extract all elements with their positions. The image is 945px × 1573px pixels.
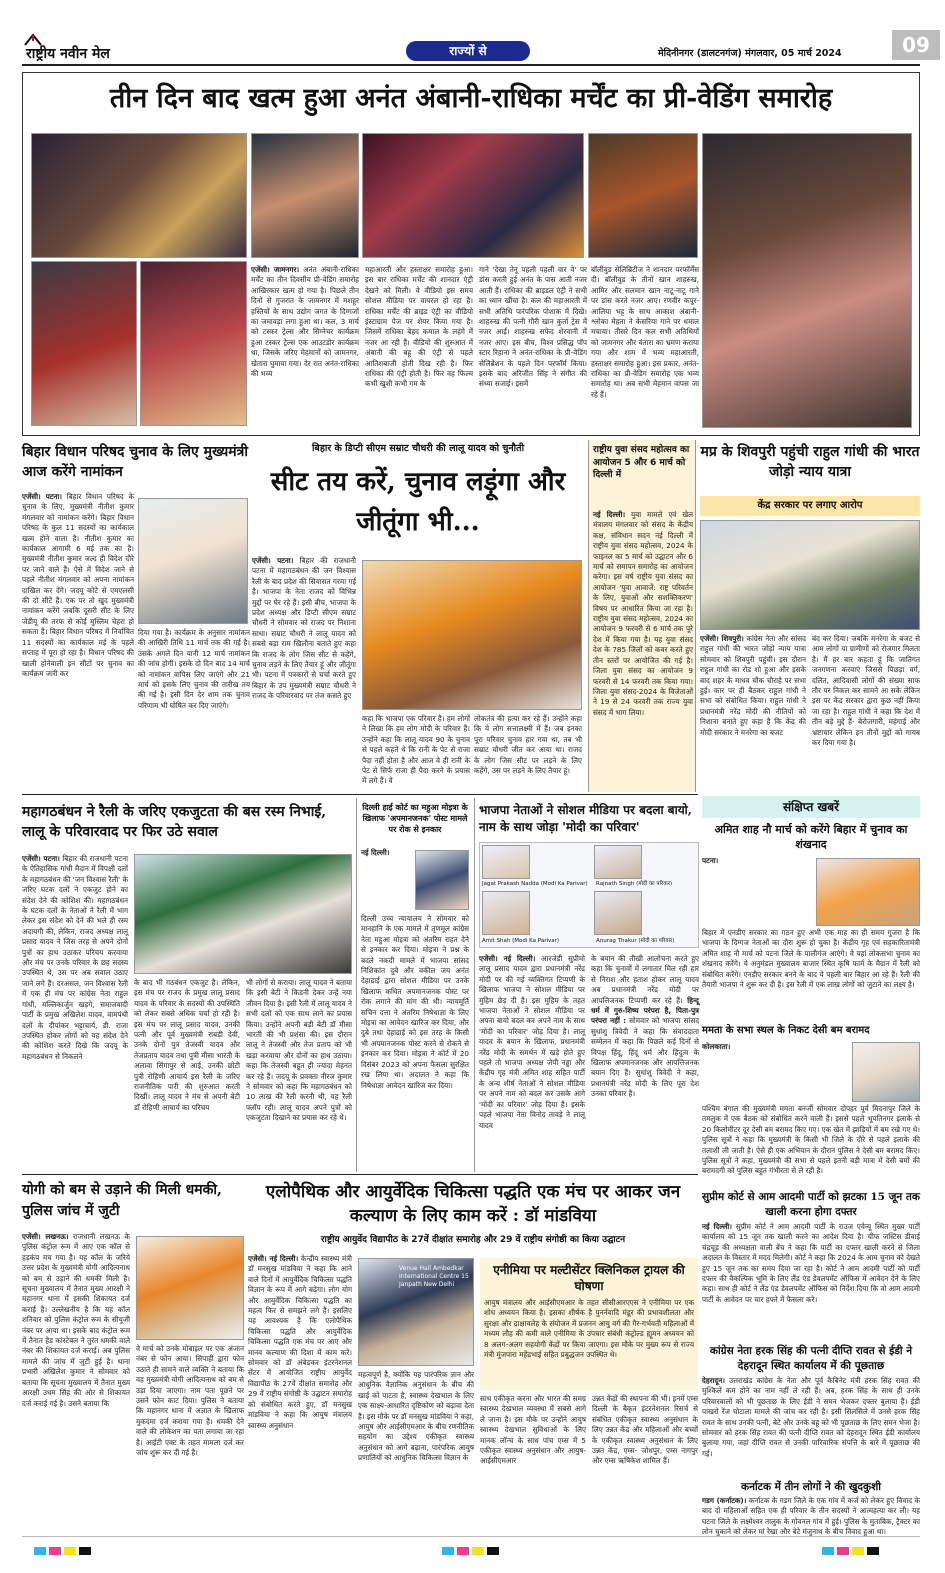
mandaviya-column-3: साथ एकीकृत करना और भारत की समग्र स्वास्थ्य देखभाल व्यवस्था में सबसे आगे ले जाना है। इस मौके पर उन्होंने आयुष स्वास्थ्य देखभाल सुविधाओं के लिए मानक लॉन्च के साथ पांच एम्स में 5 एकीकृत स्वास्थ्य अनुसंधान और आयुष-आईसीएमआर <box>480 1394 586 1466</box>
mandaviya-column-2: महत्वपूर्ण है, क्योंकि यह पारंपरिक ज्ञान और आधुनिक वैज्ञानिक अनुसंधान के बीच की खाई को पाटता है, स्वास्थ्य देखभाल के लिए एक साक्ष्य-आधारित दृष्टिकोण को बढ़ावा देता है। इस मौके पर डॉ मनसुख मांडविया ने कहा, आयुष और आईसीएमआर के बीच रणनीतिक सहयोग का उद्देश्य एकीकृत स्वास्थ्य अनुसंधान को आगे बढ़ाना, पारंपरिक आयुष प्रणालियों को आधुनिक चिकित्सा विज्ञान के <box>358 1370 475 1463</box>
registration-swatch <box>822 1547 834 1555</box>
bihar-mlc-text-1 <box>22 492 134 790</box>
lead-photo-6 <box>588 133 698 258</box>
mahagath-photo <box>134 854 352 974</box>
bihar-mlc-text-2: दिया गया है। कार्यक्रम के अनुसार नामांकन की आखिरी तिथि 11 मार्च तक की गई है। उसके अगले दिन यानी 12 मार्च नामांकन की जांच होगी। इसके दो दिन बाद 14 मार्च को नामांकन वापिस लिए जाएंगे और 21 मार्च को इसके लिए चुनाव की तारीख तय की गई है। इसी दिन देर शाम तक चुनाव परिणाम भी घोषित कर दिए जाएंगे। <box>138 628 250 710</box>
mahagath-headline: महागठबंधन ने रैली के जरिए एकजुटता की बस रस्म निभाई, लालू के परिवारवाद पर फिर उठे सवाल <box>22 804 327 840</box>
thakur-label: Anurag Thakur (मोदी का परिवार) <box>596 938 675 944</box>
brief-body-3: सुप्रीम कोर्ट ने आम आदमी पार्टी के राउज एवेन्यू स्थित मुख्य पार्टी कार्यालय को 15 जून तक खाली करने का आदेश दिया है। चीफ जस्टिस डीवाई चंद्रचूड़ की अध्यक्षता वाली बेंच ने कहा कि पार्टी का दफ्तर खाली करने से जिला अदालत के विस्तार में मदद मिलेगी। कोर्ट ने कहा कि 2024 के आम चुनाव को देखते हुए 15 जून तक का समय दिया जा रहा है। कोर्ट ने आम आदमी पार्टी को पार्टी दफ्तर की वैकल्पिक भूमि के लिए लैंड एंड डेवलपमेंट ऑफिस में आवेदन देने के लिए कहा। साथ ही कोर्ट ने लैंड एंड डेवलपमेंट ऑफिस को निर्देश दिया कि वो आम आदमी पार्टी के आवेदन पर चार हफ्ते में फैसला करे। <box>702 1222 920 1304</box>
lead-photo-1 <box>31 133 247 258</box>
bihar-mlc-dateline: एजेंसी। पटना। <box>22 492 62 501</box>
brief-dateline-1: पटना। <box>702 856 719 865</box>
chaudhary-column-3: लोकतंत्र की हत्या कर रहे हैं। उन्होंने कहा कि ये लोग सत्तालक्ष्मी में हैं। जब इनका पूरा परिवार चुनाव हार गया था, तब भी सम्राट चौधरी जीत कर आया था। राजद के लोग जिस सीट पर लड़ने के लिए कहेंगे, उस पर लड़ने के लिए तैयार हूं। <box>474 714 582 776</box>
registration-bar <box>22 1536 920 1548</box>
lead-dateline: एजेंसी। जामनगर। <box>251 265 300 274</box>
brief-body-5: कर्नाटक के गडग जिले के एक गांव में कर्ज को लेकर हुए विवाद के बाद दो महिलाओं सहित एक ही परिवार के तीन सदस्यों ने आत्महत्या कर ली। यह घटना जिले के लक्ष्मेश्वर तालुक के गोवनल गांव में हुई। पुलिस के मुताबिक, ट्रैक्टर का लोन चुकाने को लेकर मां रेखा और बेटे मंजुनाथ के बीच विवाद हुआ था। <box>702 1496 920 1537</box>
brief-body-4: उत्तराखंड कांग्रेस के नेता और पूर्व कैबिनेट मंत्री हरक सिंह रावत की मुश्किलें कम होने का नाम नहीं ले रही हैं। अब, हरक सिंह के साथ ही उनके परिवारवालों को भी पूछताछ के लिए ईडी ने समन भेजकर दफ्तर बुलाया है। ईडी पाखरो रेंज घोटाला मामले की जांच कर रही है। इसी सिलसिले में उनसे हरक सिंह रावत के साथ उनकी पत्नी, बेटे और उनके बहू को भी पूछताछ के लिए समन भेजा है। सोमवार को हरक सिंह रावत की पत्नी दीप्ति रावत को देहरादून स्थित ईडी कार्यालय बुलाया गया, जहां दीप्ति रावत से उनकी पारिवारिक संपत्ति के बारे में पूछताछ की गई। <box>702 1376 920 1458</box>
mahagath-story <box>22 798 352 1172</box>
rahul-text-1: कांग्रेस नेता और सांसद राहुल गांधी की भारत जोड़ो न्याय यात्रा सोमवार को शिवपुरी पहुंची। इस दौरान राहुल गांधी का रोड शो हुआ और इसके बाद शहर के माधव चौक चौराहे पर सभा हुई। कार पर ही बैठकर राहुल गांधी ने सभा को संबोधित किया। राहुल गांधी ने प्रधानमंत्री नरेंद्र मोदी की नीतियों को निशाना बनाते हुए कहा है कि केंद्र की मोदी सरकार ने मनरेगा का बजट <box>700 634 806 737</box>
chaudhary-text-1: बिहार की राजधानी पटना में महागठबंधन की जन विश्वास रैली के बाद प्रदेश की सियासत गरमा गई है। भाजपा के नेता राजद को विभिन्न मुद्दों पर घेर रहे हैं। इसी बीच, भाजपा के प्रदेश अध्यक्ष और डिप्टी सीएम सम्राट चौधरी ने सोमवार को राजद पर निशाना साधा। सम्राट चौधरी ने लालू यादव को सबसे बड़ा राम खिलौना बताते हुए कहा कि राजद के लोग जिस सीट से कहेंगे, चुनाव लड़ने के लिए तैयार हूं और जीतूंगा भी। पटना में पत्रकारों से चर्चा करते हुए बिहार के उप मुख्यमंत्री सम्राट चौधरी ने राजद के परिवारवाद पर तंज कसते हुए <box>252 556 356 701</box>
lead-headline: तीन दिन बाद खत्म हुआ अनंत अंबानी-राधिका मर्चेंट का प्री-वेडिंग समारोह <box>109 83 833 114</box>
shah-brief-photo <box>816 858 920 926</box>
modi-parivar-column-1 <box>479 954 585 1170</box>
chaudhary-photo <box>362 560 582 710</box>
mahagath-column-3: भी लोगों से कराया। लालू यादव ने बताया कि इसी बेटी ने किडनी देकर उन्हें नया जीवन दिया है। इसी रैली में लालू यादव ने सभी दलों को एक साथ लाने का प्रयास किया। उन्होंने अपनी बड़ी बेटी डॉ मीसा भारती की भी प्रशंसा की। इस दौरान लालू ने तेजस्वी और तेज प्रताप को भी खड़ा करवाया और दोनों का हाथ उठाया। कहा कि तेजस्वी बहुत ही ज्यादा मेहनत कर रहे हैं। जदयू के प्रवक्ता नीरज कुमार ने सोमवार को कहा कि महागठबंधन को 10 लाख की रैली करनी थी, यह रैली फ्लॉप रही। लालू यादव अपने पुत्रों को एकजुटता दिखाने का प्रयास कर रहे थे। <box>246 978 352 1123</box>
modi-parivar-column-2 <box>591 954 699 1170</box>
rajnath-label: Rajnath Singh (मोदी का परिवार) <box>596 881 673 887</box>
anemia-box <box>480 1258 698 1390</box>
registration-swatch <box>472 1547 484 1555</box>
mahua-dateline: नई दिल्ली। <box>361 848 390 857</box>
registration-marks-right <box>822 1540 882 1559</box>
brief-dateline-5: गडग (कर्नाटक)। <box>702 1496 747 1505</box>
chaudhary-story <box>252 440 584 792</box>
registration-marks-left <box>34 1540 94 1559</box>
lead-story <box>22 72 920 436</box>
youth-parliament-story <box>588 440 696 792</box>
brief-dateline-3: नई दिल्ली। <box>702 1222 732 1231</box>
yogi-story <box>22 1178 244 1530</box>
mandaviya-story <box>248 1178 698 1530</box>
brief-news <box>702 796 920 1537</box>
modi-parivar-story <box>474 798 698 1172</box>
registration-swatch <box>64 1547 76 1555</box>
bihar-mlc-story <box>22 440 250 792</box>
registration-swatch <box>34 1547 46 1555</box>
modi-parivar-collage <box>479 842 699 948</box>
yogi-dateline: एजेंसी। लखनऊ। <box>22 1232 69 1241</box>
modi-parivar-subhead: हिन्दू धर्म में गुरु-शिष्य परंपरा है, पिता-पुत्र परंपरा नहीं : <box>591 995 699 1026</box>
rahul-headline: मप्र के शिवपुरी पहुंची राहुल गांधी की भारत जोड़ो न्याय यात्रा <box>700 444 920 480</box>
yogi-photo <box>136 1236 244 1340</box>
yogi-headline: योगी को बम से उड़ाने की मिली धमकी, पुलिस जांच में जुटी <box>22 1182 222 1219</box>
bihar-mlc-body: बिहार विधान परिषद के चुनाव के लिए, मुख्यमंत्री नीतीश कुमार मंगलवार को नामांकन करेंगे। बिहार विधान परिषद के कुल 11 सदस्यों का कार्यकाल खत्म होने वाला है। नीतीश कुमार का कार्यकाल आगामी 6 मई तक का है। मुख्यमंत्री नीतीश कुमार जल्द ही विदेश दौरे पर जाने वाले हैं। ऐसे में विदेश जाने से पहले नीतीश मंगलवार को अपना नामांकन दाखिल कर देंगे। जदयू कोटे से एमएलसी की दो सीटें हैं। एक पर तो खुद मुख्यमंत्री नामांकन करेंगे जबकि दूसरी सीट के लिए जेडीयू की तरफ से कोई मुस्लिम चेहरा हो सकता है। बिहार विधान परिषद में निर्वाचित 11 सदस्यों का कार्यकाल मई के पहले सप्ताह में पूरा हो रहा है। विधान परिषद की खाली होनेवाली इन सीटों पर चुनाव का कार्यक्रम जारी कर <box>22 492 134 678</box>
registration-swatch <box>457 1547 469 1555</box>
registration-swatch <box>837 1547 849 1555</box>
nadda-label: Jagat Prakash Nadda (Modi Ka Parivar) <box>482 881 588 887</box>
modi-parivar-headline: भाजपा नेताओं ने सोशल मीडिया पर बदला बायो, नाम के साथ जोड़ा 'मोदी का परिवार' <box>479 803 692 834</box>
mandaviya-subhead: राष्ट्रीय आयुर्वेद विद्यापीठ के 27वें दीक्षांत समारोह और 29 वें राष्ट्रीय संगोष्ठी का किया उद्घाटन <box>320 1235 626 1245</box>
issue-dateline: मेदिनीनगर (डालटनगंज) मंगलवार, 05 मार्च 2024 <box>658 48 842 59</box>
lead-column-1 <box>251 265 359 427</box>
modi-parivar-text-1: आरजेडी सुप्रीमो लालू प्रसाद यादव द्वारा प्रधानमंत्री नरेंद्र मोदी पर की गई व्यक्तिगत टिप्पणी के खिलाफ भाजपा ने सोशल मीडिया पर मुहिम छेड़ दी है। इस मुहिम के तहत भाजपा नेताओं ने सोशल मीडिया पर अपना बायो बदल कर अपने नाम के साथ 'मोदी का परिवार' जोड़ दिया है। लालू यादव के बयान के खिलाफ, प्रधानमंत्री नरेंद्र मोदी के समर्थन में खड़े होते हुए पहले तो भाजपा अध्यक्ष जेपी नड्डा और केंद्रीय गृह मंत्री अमित शाह सहित पार्टी के अन्य शीर्ष नेताओं ने सोशल मीडिया पर अपने नाम को बदल कर उसके आगे 'मोदी का परिवार' जोड़ दिया है। इसके पहले भाजपा नेता विनोद तावड़े ने लालू यादव <box>479 954 585 1130</box>
mandaviya-photo <box>358 1258 474 1366</box>
brief-headline-3: सुप्रीम कोर्ट से आम आदमी पार्टी को झटका 15 जून तक खाली करना होगा दफ्तर <box>702 1191 920 1218</box>
modi-parivar-dateline: एजेंसी। नई दिल्ली। <box>479 954 536 963</box>
registration-swatch <box>49 1547 61 1555</box>
nitish-photo <box>138 498 248 624</box>
brief-text-1: बिहार में एनडीए सरकार का गठन हुए अभी एक माह का ही समय गुजरा है कि भाजपा के दिग्गज नेताओं का दौरा शुरू हो चुका है। केंद्रीय गृह एवं सहकारितामंत्री अमित शाह नौ मार्च को पटना जिले के पालीगंज आएंगे। वे यहां लोकसभा चुनाव का शंखनाद करेंगे। ये अनुमंडल मुख्यालय बाजार स्थित कृषि फार्म के मैदान में रैली को संबोधित करेंगे। एनडीए सरकार बनने के बाद ये पहली बार बिहार आ रहे हैं। रैली की तैयारी भाजपा ने शुरू कर दी है। इस रैली में एक लाख लोगों को जुटाने का लक्ष्य है। <box>702 928 920 990</box>
brief-headline-2: ममता के सभा स्थल के निकट देसी बम बरामद <box>702 1025 870 1036</box>
lead-column-4: बॉलीवुड सेलिब्रिटीज ने शानदार परफॉर्मेंस दी। बॉलीवुड के तीनों खान शाहरुख, आमिर और सलमान खान नाटू-नाटू गाने पर डांस करते नजर आए। रणवीर कपूर-आलिया भट्ट के साथ आकाश अंबानी-श्लोका मेहता ने केसरिया गाने पर धमाल मचाया। तीसरे दिन कल सभी अतिथियों को जामनगर और वंतारा का भ्रमण कराया गया और शाम में भव्य महाआरती, हस्ताक्षर समारोह हुआ। इस प्रकार, अनंत-राधिका का प्री-वेडिंग समारोह एक भव्य समारोह था। अब सभी मेहमान वापस जा रहे हैं। <box>591 265 699 399</box>
lead-photo-4 <box>251 133 359 258</box>
brief-dateline-2: कोलकाता। <box>702 1042 731 1051</box>
chaudhary-column-2: कहा कि भाजपा एक परिवार है। हम लोगों ने लिखा कि हम लोग मोदी के परिवार हैं। उन्होंने कहा कि लालू यादव 90 के चुनाव से पहले कहते थे कि रानी के पेट से राजा पैदा नहीं होता है और आज वे ही रानी के पेट से सिर्फ राजा ही पैदा करने के प्रयास में लगे हैं। वे <box>362 714 470 786</box>
registration-swatch <box>867 1547 879 1555</box>
shah-label: Amit Shah (Modi Ka Parivar) <box>482 938 560 944</box>
mid-rule-1 <box>22 794 698 795</box>
yogi-column-2: वे मार्च को उनके मोबाइल पर एक अंजान नंबर से फोन आया। सिपाही द्वारा फोन उठाते ही सामने वाले व्यक्ति ने बताया कि वह मुख्यमंत्री योगी आदित्यनाथ को बम से उड़ा दिया जाएगा। नाम पता पूछने पर उसने फोन काट दिया। पुलिस ने बताया कि महानगर थाना में अज्ञात के खिलाफ मुकदमा दर्ज कराया गया है। धमकी देने वाले की लोकेशन का पता लगाया जा रहा है। आईटी एक्ट के तहत मामला दर्ज कर जांच शुरू कर दी गई है। <box>136 1344 244 1458</box>
brief-text-4 <box>702 1376 920 1478</box>
rahul-story <box>700 440 920 792</box>
mid-rule-2 <box>22 1174 698 1175</box>
mandaviya-column-4: उन्नत केंद्रों की स्थापना की भी। इनमें एम्स दिल्ली के बैकृत इंटरनेशनल रिसर्च से संबंधित एकीकृत स्वास्थ्य अनुसंधान के लिए उन्नत केंद्र और महिलाओं और बच्चों के एकीकृत स्वास्थ्य अनुसंधान के लिए उन्नत केंद्र, एम्स- जोधपुर, एम्स नागपुर और एम्स ऋषिकेश शामिल हैं। <box>592 1394 698 1466</box>
mahagath-text-1: बिहार की राजधानी पटना के ऐतिहासिक गांधी मैदान में विपक्षी दलों के महागठबंधन की 'जन विश्वास रैली' के जरिए घटक दलों ने एकजुट होने का संदेश देने की कोशिश की। महागठबंधन के घटक दलों के नेताओं ने रैली में भाग लेकर इस संदेश को देने की भले ही रस्म अदायगी की, लेकिन, राजद अध्यक्ष लालू प्रसाद यादव ने जिस तरह से अपने दोनों पुत्रों का हाथ उठाकर परिचय करवाया और मंच पर उनके परिवार के छह सदस्य उपस्थित थे, उस पर अब सवाल उठाए जाने लगे हैं। दरअसल, जन विश्वास रैली में एक ही मंच पर कांग्रेस नेता राहुल गांधी, मल्लिकार्जुन खड़गे, समाजवादी पार्टी के प्रमुख अखिलेश यादव, वामपंथी दलों के दीपांकर भट्टाचार्य, डी. राजा उपस्थित होकर लोगों को यह संदेश देने की कोशिश करते दिखे कि जदयू के महागठबंधन से निकलने <box>22 854 128 1061</box>
mamata-photo <box>852 1042 920 1102</box>
brief-headline-1: अमित शाह नौ मार्च को करेंगे बिहार में चुनाव का शंखनाद <box>714 823 908 851</box>
anemia-text: आयुष मंत्रालय और आईसीएमआर के तहत सीसीआरएएस ने एनीमिया पर एक शोध अध्ययन किया है। इसका शीर्षक है पुनर्नवादि मंडूर की प्रभावशीलता और सुरक्षा और द्राक्षावलेह के संयोजन में प्रजनन आयु वर्ग की गैर-गर्भवती महिलाओं में मध्यम लौह की कमी वाले एनीमिया के उपचार संबंधी कंट्रोल्ड ह्यूमन अध्ययन को 8 अलग-अलग सहयोगी केंद्रों पर किया जाएगा। इस मौके पर मुख्य रूप से राज्य मंत्री मुंजपारा महेंद्रभाई सहित प्रबुद्धजन उपस्थित थे। <box>484 1298 694 1360</box>
brief-text-5 <box>702 1496 920 1537</box>
brief-text-3 <box>702 1222 920 1342</box>
lead-photo-7 <box>702 133 912 428</box>
mandaviya-photo-caption: Venue Hall Ambedkar International Centre 15 Janpath New Delhi <box>399 1265 469 1288</box>
modi-parivar-text-2: के बयान की तीखी आलोचना करते हुए कहा कि चुनावों में लगातार मिल रही हार से निराश और हताश होकर लालू यादव अब प्रधानमंत्री नरेंद्र मोदी पर आपत्तिजनक टिप्पणी कर रहे हैं। <box>591 954 699 1005</box>
youth-headline: राष्ट्रीय युवा संसद महोत्सव का आयोजन 5 और 6 मार्च को दिल्ली में <box>593 445 690 480</box>
chaudhary-dateline: एजेंसी। पटना। <box>252 556 294 565</box>
chaudhary-headline: सीट तय करें, चुनाव लड़ूंगा और जीतूंगा भी... <box>270 467 566 537</box>
mahua-headline: दिल्ली हाई कोर्ट का महुआ मोइत्रा के खिलाफ 'अपमानजनक' पोस्ट मामले पर रोक से इनकार <box>362 803 468 834</box>
rahul-column-2: बंद कर दिया। जबकि मनरेगा के बजट से आम लोगों या ग्रामीणों को रोजगार मिलता है। मैं हर बार कहता हूं कि जातिगत जनगणना करवाएं जिससे पिछड़ा वर्ग, दलित, आदिवासी लोगों की संख्या साफ तौर पर निकल कर सामने आ सके लेकिन इस पर केंद्र सरकार द्वारा कुछ नहीं किया जा रहा है। राहुल गांधी ने कहा कि देश में तीन बड़े मुद्दे हैं- बेरोजगारी, महंगाई और भ्रष्टाचार लेकिन इन तीनों मुद्दों को गायब कर दिया गया है। <box>812 634 920 748</box>
lead-column-3: गाने 'देखा तेनू पहली पहली वार वे' पर डांस करती हुई अनंत के पास आती नजर आती हैं। राधिका की ब्राइडल एंट्री ने सभी का ध्यान खींचा है। कल की महाआरती में सभी अतिथि पारंपरिक पोशाक में दिखे। शाहरुख की पत्नी गौरी खान कुर्ता ट्रेस में नजर आईं। शाहरुख सफेद शेरवानी में नजर आए। इस बीच, विश्व प्रसिद्ध पॉप स्टार रिहाना ने अनंत-राधिका के प्री-वेडिंग सेलिब्रेशन के पहले दिन परफॉर्म किया। इसके बाद अरिजीत सिंह ने संगीत की संध्या सजाई। इसमें <box>479 265 587 389</box>
yogi-text-1: राजधानी लखनऊ के पुलिस कंट्रोल रूम में आए एक कॉल से हड़कंप मच गया है। यह कॉल के जरिये उत्तर प्रदेश के मुख्यमंत्री योगी आदित्यनाथ को बम से उड़ाने की धमकी मिली है। सूचना मुख्यालय में तैनात मुख्य आरक्षी ने महानगर थाना में इसकी शिकायत दर्ज कराई है। उल्लेखनीय है कि यह कॉल शनिवार को पुलिस कंट्रोल रूम के सीयूजी नंबर पर आया था। इसके बाद कंट्रोल रूम में तैनात हेड कांस्टेबल ने तुरंत धमकी वाले नंबर की शिकायत दर्ज कराई। अब पुलिस मामले की जांच में जुटी हुई है। थाना प्रभारी अखिलेश कुमार ने सोमवार को बताया कि सूचना मुख्यालय में तैनात मुख्य आरक्षी उधम सिंह की ओर से शिकायत दर्ज कराई गई है। उसने बताया कि <box>22 1232 130 1408</box>
rahul-photo <box>700 520 920 630</box>
registration-swatch <box>79 1547 91 1555</box>
lead-text-1: अनंत अंबानी-राधिका मर्चेंट का तीन दिवसीय प्री-वेडिंग समारोह आखिरकार खत्म हो गया है। पिछले तीन दिनों से गुजरात के जामनगर में मशहूर हस्तियों के साथ उद्योग जगत के दिग्गजों का जमावड़ा लगा हुआ था। कल, 3 मार्च को टस्कर ट्रेल्स और सिग्नेचर कार्यक्रम हुआ टस्कर ट्रेल्स एक आउटडोर कार्यक्रम था, जिसके जरिए मेहमानों को जामनगर, खेतारा घुमाया गया। देर रात अनंत-राधिका की भव्य <box>251 265 359 379</box>
shah-photo <box>482 891 530 935</box>
lead-photo-5 <box>362 133 584 258</box>
registration-swatch <box>442 1547 454 1555</box>
masthead-rule <box>22 64 920 66</box>
rahul-column-1 <box>700 634 806 790</box>
rahul-dateline: एजेंसी। शिवपुरी। <box>700 634 744 643</box>
rahul-subhead: केंद्र सरकार पर लगाए आरोप <box>700 496 920 516</box>
mahagath-dateline: एजेंसी। पटना। <box>22 854 60 863</box>
mahua-body-top <box>361 848 413 912</box>
lead-column-2: महाआरती और हस्ताक्षर समारोह हुआ। इस बार राधिका मर्चेंट की शानदार एंट्री देखने को मिली। वे वीडियो इस समय सोशल मीडिया पर वायरल हो रहा है। राधिका मर्चेंट की ब्राइड एंट्री का वीडियो इंस्टाग्राम पेज पर शेयर किया गया है। जिसमें राधिका बेहद कमाल के लहंगे में नजर आ रही हैं। वीडियो की शुरुआत में अंबानी की बहू की एंट्री से पहले आतिशबाजी होती दिख रही है। फिर राधिका की एंट्री होती है। फिर वह फिल्म कभी खुशी कभी गम के <box>365 265 473 389</box>
brief-headline-5: कर्नाटक में तीन लोगों ने की खुदकुशी <box>741 1481 881 1493</box>
section-label: राज्यों से <box>406 41 530 61</box>
nadda-photo <box>482 845 530 879</box>
brief-headline-4: कांग्रेस नेता हरक सिंह की पत्नी दीप्ति रावत से ईडी ने देहरादून स्थित कार्यालय में की पूछताछ <box>709 1345 913 1372</box>
chaudhary-column-1 <box>252 556 356 790</box>
mahagath-column-1 <box>22 854 128 1170</box>
registration-swatch <box>852 1547 864 1555</box>
paper-name: राष्ट्रीय नवीन मेल <box>26 46 110 62</box>
registration-marks-center <box>442 1540 502 1559</box>
mandaviya-dateline: एजेंसी। नई दिल्ली। <box>248 1254 299 1263</box>
lead-photo-3 <box>140 261 247 426</box>
bihar-mlc-headline: बिहार विधान परिषद चुनाव के लिए मुख्यमंत्री आज करेंगे नामांकन <box>22 444 248 480</box>
mahua-story <box>356 798 470 1172</box>
brief-dateline-4: देहरादून। <box>702 1376 725 1385</box>
mandaviya-column-1 <box>248 1254 352 1528</box>
yogi-column-1 <box>22 1232 130 1528</box>
chaudhary-kicker: बिहार के डिप्टी सीएम सम्राट चौधरी की लालू यादव को चुनौती <box>311 443 525 454</box>
page-number: 09 <box>892 30 940 60</box>
rajnath-photo <box>594 845 642 879</box>
mahua-photo <box>415 850 469 910</box>
brief-text-1a <box>702 856 812 926</box>
mahua-text: दिल्ली उच्च न्यायालय ने सोमवार को मानहानि के एक मामले में तृणमूल कांग्रेस नेता महुआ मोइत्रा को अंतरिम राहत देने से इनकार कर दिया। मोइत्रा ने प्रश्न के बदले नकदी मामले में भाजपा सांसद निशिकांत दुबे और वकील जय अनंत देहाद्राई द्वारा सोशल मीडिया पर उनके खिलाफ कथित अपमानजनक पोस्ट पर रोक लगाने की मांग की थी। न्यायमूर्ति सचिन दत्ता ने अंतरिम निषेधाज्ञा के लिए मोइत्रा का आवेदन खारिज कर दिया, और दुबे तथा देहाद्राई को इस तरह के किसी भी अपमानजनक पोस्ट करने से रोकने से इनकार कर दिया। मोइत्रा ने कोर्ट में 20 दिसंबर 2023 को अपना फैसला सुरक्षित रख लिया था। अदालत ने कहा कि निषेधाज्ञा आवेदन खारिज कर दिया। <box>361 914 469 1090</box>
youth-body <box>593 510 693 788</box>
thakur-photo <box>594 891 642 935</box>
youth-text: युवा मामले एवं खेल मंत्रालय मंगलवार को संसद के केंद्रीय कक्ष, संविधान सदन नई दिल्ली में राष्ट्रीय युवा संसद महोत्सव, 2024 के फाइनल का 5 मार्च को उद्घाटन और 6 मार्च को समापन समारोह का आयोजन करेगा। इस वर्ष राष्ट्रीय युवा संसद का आयोजन 'युवा आवाजें: राष्ट्र परिवर्तन के लिए, युवाओं और सशक्तिकरण' विषय पर आधारित किया जा रहा है। राष्ट्रीय युवा संसद महोत्सव, 2024 का आयोजन 9 फरवरी से 6 मार्च तक पूरे देश में किया गया है। यह युवा संसद देश के 785 जिलों को कवर करते हुए तीन स्तरों पर आयोजित की गई है। जिला युवा संसद का आयोजन 9 फरवरी से 14 फरवरी तक किया गया। जिला युवा संसद-2024 के विजेताओं ने 19 से 24 फरवरी तक राज्य युवा संसद में भाग लिया। <box>593 510 693 717</box>
modi-parivar-text-3: सोमवार को भाजपा सांसद सुधांशु त्रिवेदी ने कहा कि संवाददाता सम्मेलन में कहा कि पिछले कई दिनों से विपक्ष हिंदू, हिंदू धर्म और हिंदुत्व के खिलाफ अपमानजनक और आपत्तिजनक बयान दिए हैं। सुधांशु त्रिवेदी ने कहा, प्रधानमंत्री नरेंद्र मोदी के लिए पूरा देश उनका परिवार है। <box>591 1016 700 1099</box>
brief-text-2b: पश्चिम बंगाल की मुख्यमंत्री ममता बनर्जी सोमवार दोपहर पूर्व मिदनापुर जिले के तमलुक में एक बैठक को संबोधित करने वाली हैं। इससे पहले भूपतिनगर इलाके से 20 किलोमीटर दूर देसी बम बरामद किए गए। एक खेत में झाड़ियों में बम रखे गए थे। पुलिस सूत्रों ने कहा कि मुख्यमंत्री के किसी भी जिले के दौरे से पहले इलाके की तलाशी ली जाती है। ऐसे ही एक अभियान के दौरान पुलिस ने देसी बम बरामद किए। पुलिस सूत्रों ने कहा, मुख्यमंत्री की सभा से पहले इतनी बड़ी मात्रा में देसी बमों की बरामदगी को पुलिस बहुत गंभीरता से ले रही है। <box>702 1104 920 1176</box>
mahagath-column-2: के बाद भी गठबंधन एकजुट है। लेकिन, इस मंच पर राजद के प्रमुख लालू प्रसाद यादव के परिवार के सदस्यों की उपस्थिति को लेकर सबसे अधिक चर्चा हो रही है। इस मंच पर लालू प्रसाद यादव, उनकी पत्नी और पूर्व मुख्यमंत्री राबड़ी देवी, उनके दोनों पुत्र तेजस्वी यादव और तेजप्रताप यादव तथा पुत्री मीसा भारती के अलावा सिंगापुर से आई, उनकी छोटी पुत्री रोहिणी आचार्य इस रैली के जरिए राजनीतिक पारी की शुरुआत करती दिखीं। लालू यादव ने मंच से अपनी बेटी डॉ रोहिणी आचार्य का परिचय <box>134 978 240 1112</box>
youth-dateline: नई दिल्ली। <box>593 510 626 519</box>
registration-swatch <box>487 1547 499 1555</box>
brief-text-2 <box>702 1042 848 1102</box>
anemia-headline: एनीमिया पर मल्टीसेंटर क्लिनिकल ट्रायल की घोषणा <box>493 1263 685 1293</box>
mandaviya-headline: एलोपैथिक और आयुर्वेदिक चिकित्सा पद्धति एक मंच पर आकर जन कल्याण के लिए काम करें : डॉ मांडविया <box>265 1182 681 1226</box>
mandaviya-text-1: केन्द्रीय स्वास्थ्य मंत्री डॉ मनसुख मांडविया ने कहा कि आने वाले दिनों में आयुर्वेदिक चिकित्सा पद्धति विज्ञान के रूप में आगे बढ़ेगा। लोग योग और आयुर्वेदिक चिकित्सा पद्धति का महत्व फिर से समझने लगे हैं। इसलिए यह आवश्यक है कि एलोपैथिक चिकित्सा पद्धति और आयुर्वेदिक चिकित्सा पद्धति एक मंच पर आए और मानव कल्याण की दिशा में काम करें। सोमवार को डॉ अंबेडकर इंटरनेशनल सेंटर में आयोजित राष्ट्रीय आयुर्वेद विद्यापीठ के 27वें दीक्षांत समारोह और 29 वें राष्ट्रीय संगोष्ठी के उद्घाटन समारोह को संबोधित करते हुए, डॉ मनसुख मांडविया ने कहा कि आयुष मंत्रालय स्वास्थ्य अनुसंधान <box>248 1254 352 1430</box>
masthead <box>22 33 930 64</box>
brief-title: संक्षिप्त खबरें <box>702 796 920 818</box>
lead-photo-2 <box>31 261 137 426</box>
